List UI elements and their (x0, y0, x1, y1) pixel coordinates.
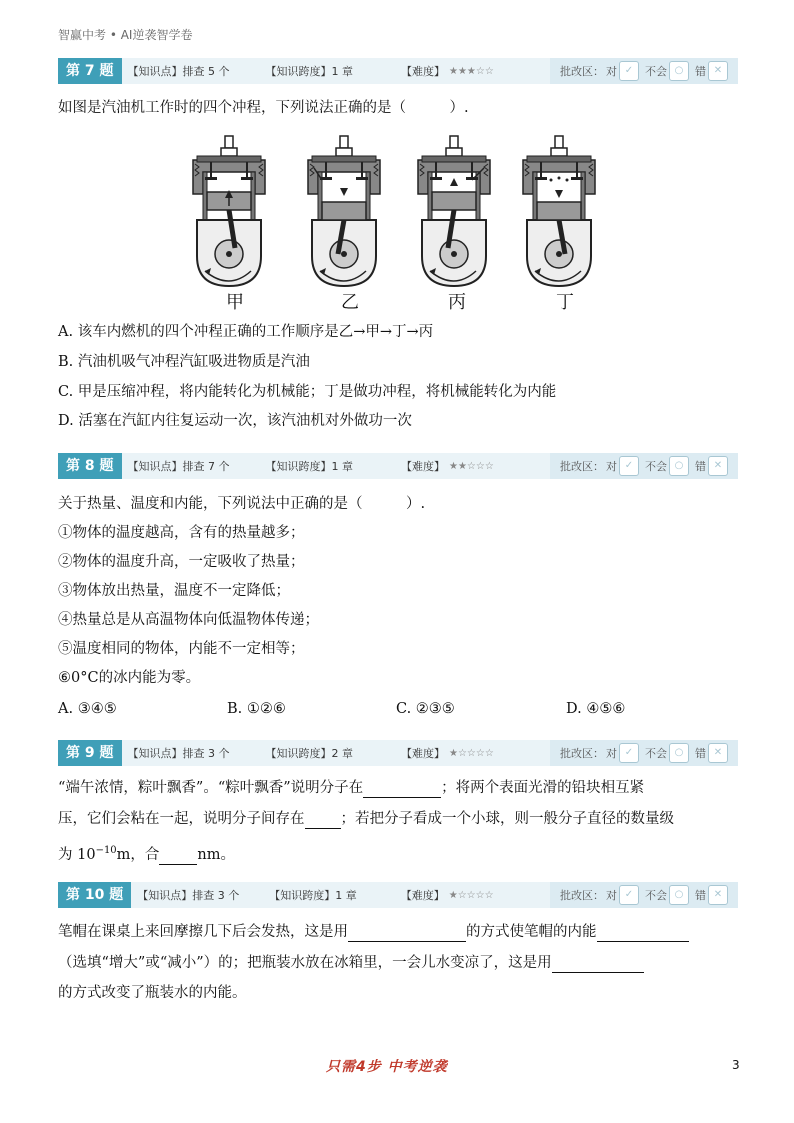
review-label: 批改区： (560, 65, 604, 78)
difficulty-label: 【难度】 (400, 889, 445, 902)
difficulty-stars: ★★★☆☆ (449, 65, 494, 77)
difficulty-label: 【难度】 (401, 65, 445, 78)
knowledge-span: 【知识跨度】1 章 (269, 889, 357, 902)
statement-1: ①物体的温度越高，含有的热量越多； (58, 525, 305, 541)
difficulty-stars: ★☆☆☆☆ (449, 747, 494, 759)
wrong-checkbox[interactable]: ✕ (708, 885, 728, 905)
review-right-label: 对 (606, 747, 617, 760)
q9-line-2 (58, 809, 674, 829)
option-b: B. 汽油机吸气冲程汽缸吸进物质是汽油 (58, 354, 310, 370)
running-head: 智赢中考 • AI逆袭智学卷 (58, 28, 193, 42)
knowledge-point: 【知识点】排查 7 个 (127, 460, 230, 473)
q9-line-1 (58, 778, 644, 798)
q9-line-3 (58, 841, 235, 865)
statement-3: ③物体放出热量，温度不一定降低； (58, 583, 290, 599)
answer-blank[interactable] (597, 925, 689, 942)
unknown-checkbox[interactable]: ○ (669, 743, 689, 763)
knowledge-point: 【知识点】排查 3 个 (127, 747, 230, 760)
page-number: 3 (732, 1058, 740, 1072)
question-10-header (58, 882, 738, 908)
statement-2: ②物体的温度升高，一定吸收了热量； (58, 554, 305, 570)
review-area (550, 882, 738, 908)
question-number: 第 9 题 (58, 740, 122, 766)
review-wrong-label: 错 (695, 889, 706, 902)
review-unknown-label: 不会 (645, 889, 667, 902)
q10-line-3: 的方式改变了瓶装水的内能。 (58, 985, 247, 1001)
unknown-checkbox[interactable]: ○ (669, 61, 689, 81)
right-checkbox[interactable]: ✓ (619, 456, 639, 476)
caption-jia: 甲 (226, 292, 244, 313)
question-9-header (58, 740, 738, 766)
question-number: 第 7 题 (58, 58, 122, 84)
unknown-checkbox[interactable]: ○ (669, 885, 689, 905)
footer-logo: 只需4步 中考逆袭 (326, 1059, 448, 1075)
caption-bing: 丙 (448, 292, 466, 313)
text-segment: （选填“增大”或“减小”）的；把瓶装水放在冰箱里，一会儿水变凉了，这是用 (58, 955, 552, 971)
text-segment: ；将两个表面光滑的铅块相互紧 (441, 780, 645, 796)
option-c: C. ②③⑤ (396, 701, 455, 717)
text-segment: nm。 (197, 846, 236, 863)
review-wrong-label: 错 (695, 460, 706, 473)
knowledge-span: 【知识跨度】2 章 (265, 747, 353, 760)
review-right-label: 对 (606, 65, 617, 78)
review-area (550, 58, 738, 84)
difficulty-label: 【难度】 (401, 747, 445, 760)
option-a: A. 该车内燃机的四个冲程正确的工作顺序是乙→甲→丁→丙 (58, 324, 434, 340)
review-right-label: 对 (606, 889, 617, 902)
review-label: 批改区： (560, 460, 604, 473)
wrong-checkbox[interactable]: ✕ (708, 743, 728, 763)
statement-5: ⑤温度相同的物体，内能不一定相等； (58, 641, 305, 657)
exponent: −10 (95, 845, 117, 856)
option-b: B. ①②⑥ (227, 701, 286, 717)
review-unknown-label: 不会 (645, 460, 667, 473)
review-area (550, 453, 738, 479)
caption-yi: 乙 (341, 292, 359, 313)
question-stem: 如图是汽油机工作时的四个冲程，下列说法正确的是（ ）. (58, 100, 469, 116)
q10-line-1 (58, 922, 689, 942)
question-number: 第 10 题 (58, 882, 131, 908)
right-checkbox[interactable]: ✓ (619, 61, 639, 81)
right-checkbox[interactable]: ✓ (619, 743, 639, 763)
wrong-checkbox[interactable]: ✕ (708, 456, 728, 476)
answer-blank[interactable] (305, 812, 341, 829)
wrong-checkbox[interactable]: ✕ (708, 61, 728, 81)
review-wrong-label: 错 (695, 747, 706, 760)
text-segment: ；若把分子看成一个小球，则一般分子直径的数量级 (340, 811, 674, 827)
difficulty-stars: ★☆☆☆☆ (448, 889, 494, 901)
engine-strokes-figure (180, 126, 610, 316)
review-unknown-label: 不会 (645, 747, 667, 760)
answer-blank[interactable] (348, 925, 466, 942)
knowledge-span: 【知识跨度】1 章 (265, 460, 353, 473)
option-c: C. 甲是压缩冲程，将内能转化为机械能；丁是做功冲程，将机械能转化为内能 (58, 384, 557, 400)
review-label: 批改区： (560, 747, 604, 760)
text-segment: 为 10 (58, 846, 96, 863)
review-area (550, 740, 738, 766)
question-number: 第 8 题 (58, 453, 122, 479)
option-d: D. ④⑤⑥ (566, 701, 626, 717)
knowledge-span: 【知识跨度】1 章 (265, 65, 353, 78)
statement-6: ⑥0°C的冰内能为零。 (58, 670, 201, 686)
question-7-header (58, 58, 738, 84)
knowledge-point: 【知识点】排查 5 个 (127, 65, 230, 78)
answer-blank[interactable] (552, 956, 644, 973)
statement-4: ④热量总是从高温物体向低温物体传递； (58, 612, 319, 628)
knowledge-point: 【知识点】排查 3 个 (137, 889, 240, 902)
review-unknown-label: 不会 (645, 65, 667, 78)
option-d: D. 活塞在汽缸内往复运动一次，该汽油机对外做功一次 (58, 413, 412, 429)
unknown-checkbox[interactable]: ○ (669, 456, 689, 476)
q10-line-2 (58, 953, 644, 973)
text-segment: m，合 (116, 846, 160, 863)
answer-blank[interactable] (159, 848, 197, 865)
review-label: 批改区： (560, 889, 604, 902)
text-segment: “端午浓情，粽叶飘香”。“粽叶飘香”说明分子在 (58, 780, 364, 796)
difficulty-label: 【难度】 (401, 460, 445, 473)
review-wrong-label: 错 (695, 65, 706, 78)
text-segment: 的方式使笔帽的内能 (466, 924, 597, 940)
answer-blank[interactable] (363, 781, 441, 798)
question-stem: 关于热量、温度和内能，下列说法中正确的是（ ）. (58, 496, 426, 512)
difficulty-stars: ★★☆☆☆ (449, 460, 494, 472)
caption-ding: 丁 (556, 292, 574, 313)
option-a: A. ③④⑤ (58, 701, 117, 717)
text-segment: 压，它们会粘在一起，说明分子间存在 (58, 811, 305, 827)
text-segment: 笔帽在课桌上来回摩擦几下后会发热，这是用 (58, 924, 348, 940)
right-checkbox[interactable]: ✓ (619, 885, 639, 905)
review-right-label: 对 (606, 460, 617, 473)
question-8-header (58, 453, 738, 479)
